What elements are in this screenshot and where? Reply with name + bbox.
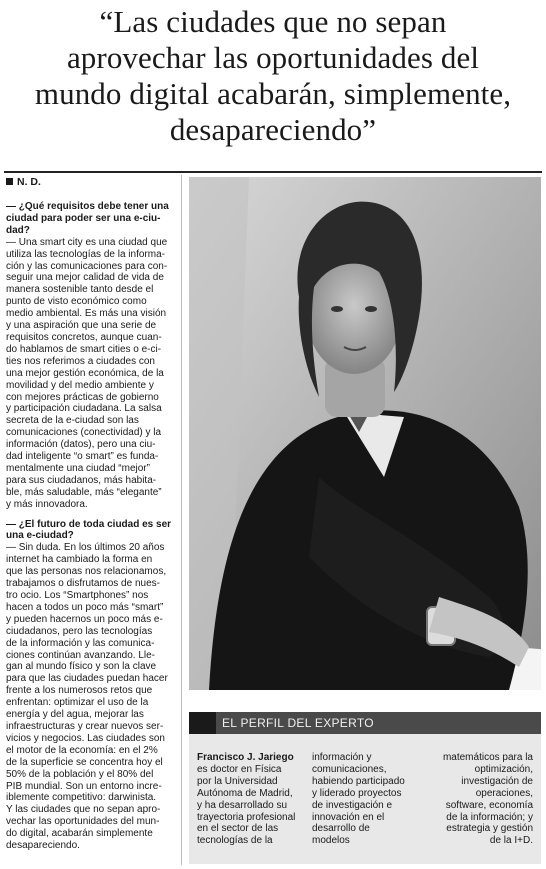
answer-line: hacen a todos un poco más “smart”	[6, 601, 164, 613]
profile-header-bar	[189, 712, 216, 734]
headline-line: mundo digital acabarán, simplemente,	[34, 76, 512, 111]
answer-line: ción y las comunicaciones para con-	[6, 260, 168, 272]
answer-line: manera sostenible tanto desde el	[6, 284, 154, 296]
answer-line	[6, 511, 177, 519]
profile-line: por la Universidad	[197, 775, 278, 787]
answer-line: ble, más saludable, más “elegante”	[6, 486, 162, 498]
expert-profile	[189, 712, 541, 864]
profile-line: habiendo participado	[312, 775, 405, 787]
answer-line: información (datos), pero una ciu-	[6, 439, 156, 451]
answer-line: para que las ciudades puedan hacer	[6, 673, 168, 685]
profile-line: software, economía	[445, 799, 533, 811]
answer-line: punto de visto económico como	[6, 296, 147, 308]
profile-column-1	[197, 752, 295, 847]
profile-line: y ha desarrollado su	[197, 799, 288, 811]
answer-line: ciones continúan avanzando. Lle-	[6, 649, 155, 661]
answer-line: trabajamos o disfrutamos de nues-	[6, 578, 160, 590]
byline-text: N. D.	[17, 176, 41, 188]
profile-line: información y	[312, 752, 372, 763]
answer-line: PIB mundial. Son un entorno incre-	[6, 780, 162, 792]
answer-line: y una aspiración que una serie de	[6, 320, 157, 332]
portrait-photo	[189, 177, 541, 690]
profile-line: de la I+D.	[489, 835, 533, 847]
profile-column-3	[427, 752, 533, 847]
profile-line: investigación de	[461, 775, 533, 787]
question-line: — ¿Qué requisitos debe tener una	[6, 201, 169, 212]
answer-line: comunicaciones (conectividad) y la	[6, 427, 162, 439]
answer-line: vechar las oportunidades del mun-	[6, 816, 160, 828]
answer-line: movilidad y del medio ambiente y	[6, 379, 154, 391]
answer-line: — Sin duda. En los últimos 20 años	[6, 542, 165, 554]
profile-line: operaciones,	[475, 787, 533, 799]
answer-line: do hablamos de smart cities o e-ci-	[6, 343, 162, 355]
answer-line: mentalmente una ciudad “mejor”	[6, 462, 150, 474]
headline-line: aprovechar las oportunidades del	[66, 40, 480, 75]
question-line: — ¿El futuro de toda ciudad es ser	[6, 518, 172, 530]
top-rule	[4, 171, 542, 173]
question-line: una e-ciudad?	[6, 530, 74, 542]
answer-line: requisitos concretos, aunque cuan-	[6, 331, 162, 343]
answer-line: medio ambiental. Es más una visión	[6, 308, 167, 320]
answer-line: infraestructuras y crear nuevos ser-	[6, 720, 164, 732]
answer-line: energía y del agua, mejorar las	[6, 709, 144, 721]
answer-line: — Una smart city es una ciudad que	[6, 236, 168, 248]
answer-line: que las personas nos relacionamos,	[6, 566, 167, 578]
profile-line: en el sector de las	[197, 823, 279, 835]
answer-line: desapareciendo.	[6, 840, 80, 852]
answer-line: el motor de la economía: en el 2%	[6, 744, 158, 756]
answer-line: y más innovadora.	[6, 498, 88, 510]
answer-line: 50% de la población y el 80% del	[6, 768, 154, 780]
headline-line: “Las ciudades que no sepan	[99, 4, 447, 39]
answer-line: dad inteligente “o smart” es funda-	[6, 451, 159, 463]
profile-line: modelos	[312, 835, 350, 847]
profile-line: de la información; y	[446, 811, 533, 823]
answer-line: vicios y negocios. Las ciudades son	[6, 732, 165, 744]
answer-line: secreta de la e-ciudad son las	[6, 415, 139, 427]
portrait-illustration	[189, 177, 541, 690]
question-line: ciudad para poder ser una e-ciu-	[6, 212, 161, 224]
profile-line: de investigación e	[312, 799, 393, 811]
square-bullet-icon	[6, 178, 13, 185]
answer-line: una mejor gestión económica, de la	[6, 367, 164, 379]
headline-line: desapareciendo”	[169, 112, 377, 147]
question-line: dad?	[6, 224, 30, 236]
profile-line: es doctor en Física	[197, 763, 282, 775]
answer-line: seguir una mejor calidad de vida de	[6, 272, 164, 284]
answer-line: internet ha cambiado la forma en	[6, 554, 153, 566]
profile-line: innovación en el	[312, 811, 385, 823]
answer-line: Y las ciudades que no sepan apro-	[6, 804, 161, 816]
profile-line: y liderado proyectos	[312, 787, 402, 799]
answer-line: utiliza las tecnologías de la informa-	[6, 248, 165, 260]
answer-line: enfrentan: optimizar el uso de la	[6, 697, 149, 709]
answer-line: do digital, acabarán simplemente	[6, 828, 153, 840]
profile-line: estrategia y gestión	[446, 823, 533, 835]
profile-line: tecnologías de la	[197, 835, 273, 847]
profile-column-2	[312, 752, 405, 847]
answer-line: de la información y las comunica-	[6, 637, 155, 649]
answer-line: ciudadanos, pero las tecnologías	[6, 625, 153, 637]
answer-line: para sus ciudadanos, más habita-	[6, 474, 157, 486]
profile-line: matemáticos para la	[442, 752, 533, 763]
column-divider	[181, 175, 182, 865]
answer-line: iblemente competitivo: darwinista.	[6, 792, 157, 804]
profile-line: desarrollo de	[312, 823, 370, 835]
article-body	[6, 201, 177, 852]
answer-line: y participación ciudadana. La salsa	[6, 403, 162, 415]
answer-line: con mejores prácticas de gobierno	[6, 391, 159, 403]
answer-line: tro ocio. Los “Smartphones” nos	[6, 590, 149, 601]
answer-line: de la superficie se concentra hoy el	[6, 756, 163, 768]
profile-header	[189, 712, 541, 734]
profile-line: optimización,	[474, 763, 533, 775]
byline	[6, 176, 41, 189]
profile-name: Francisco J. Jariego	[197, 752, 294, 763]
profile-line: trayectoria profesional	[197, 811, 296, 823]
answer-line: gan al mundo físico y son la clave	[6, 661, 157, 673]
profile-line: Autónoma de Madrid,	[197, 787, 293, 799]
profile-line: comunicaciones,	[312, 763, 387, 775]
answer-line: frente a los numerosos retos que	[6, 685, 153, 697]
answer-line: ties nos referimos a ciudades con	[6, 355, 155, 367]
profile-title: EL PERFIL DEL EXPERTO	[222, 716, 374, 730]
answer-line: y pueden hacernos un poco más e-	[6, 613, 163, 625]
headline	[4, 4, 542, 148]
